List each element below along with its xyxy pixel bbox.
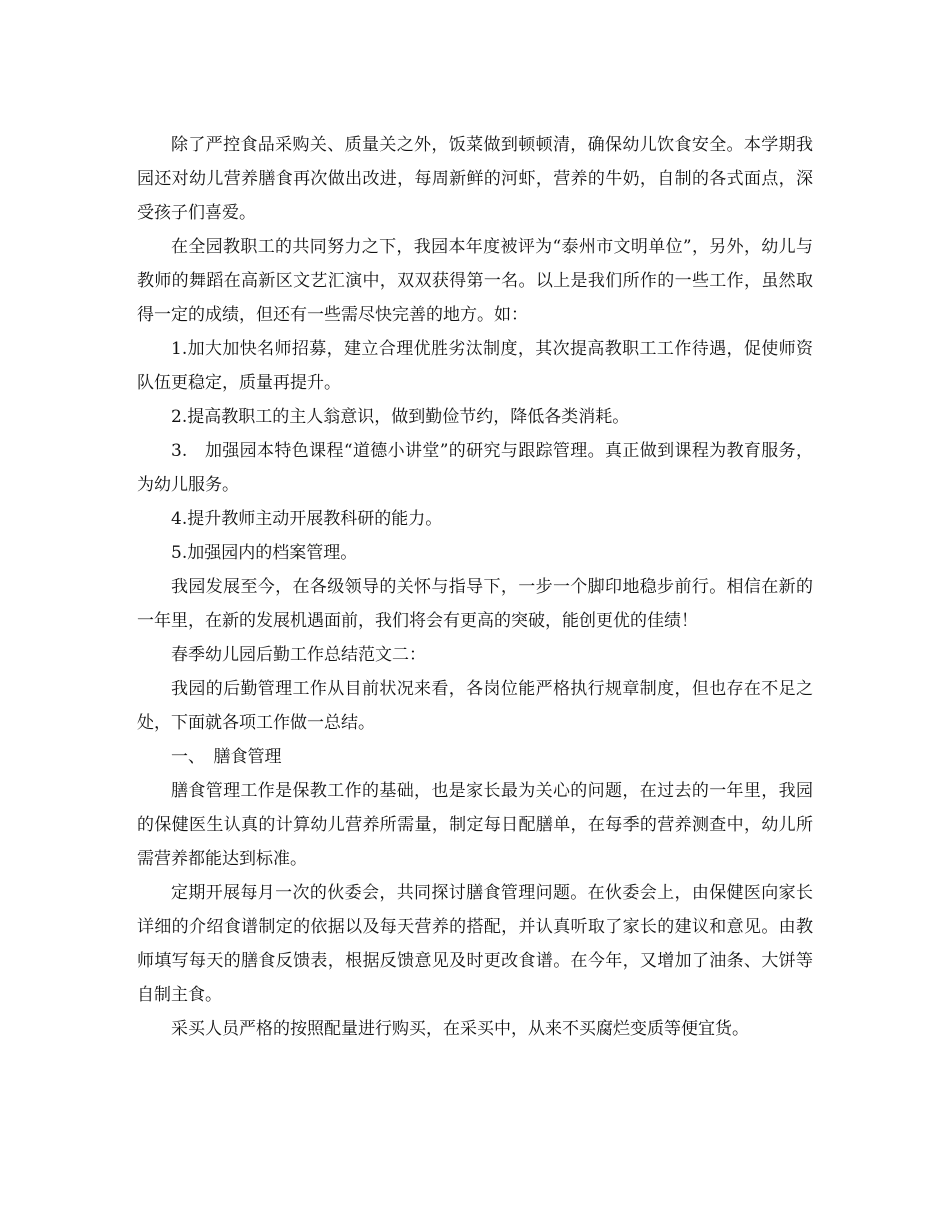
paragraph-meal-committee: 定期开展每月一次的伙委会，共同探讨膳食管理问题。在伙委会上，由保健医向家长详细的介绍食谱制定的依据以及每天营养的搭配，并认真听取了家长的建议和意见。由教师填写每天的膳食反馈表，根据反馈意见及时更改食谱。在今年，又增加了油条、大饼等自制主食。: [137, 883, 813, 1005]
list-item-2: 2.提高教职工的主人翁意识，做到勤俭节约，降低各类消耗。: [171, 407, 630, 427]
list-item-1: 1.加大加快名师招募，建立合理优胜劣汰制度，其次提高教职工工作待遇，促使师资队伍更稳定，质量再提升。: [137, 339, 813, 393]
list-item-4: 4.提升教师主动开展教科研的能力。: [171, 509, 443, 529]
list-item-3: 3. 加强园本特色课程“道德小讲堂”的研究与跟踪管理。真正做到课程为教育服务，为幼儿服务。: [137, 441, 813, 495]
paragraph-achievements: 在全园教职工的共同努力之下，我园本年度被评为“泰州市文明单位”，另外，幼儿与教师的舞蹈在高新区文艺汇演中，双双获得第一名。以上是我们所作的一些工作，虽然取得一定的成绩，但还有一些需尽快完善的地方。如：: [137, 237, 813, 325]
section-title-sample-two: 春季幼儿园后勤工作总结范文二：: [171, 645, 426, 665]
paragraph-meal-basics: 膳食管理工作是保教工作的基础，也是家长最为关心的问题，在过去的一年里，我园的保健医生认真的计算幼儿营养所需量，制定每日配膳单，在每季的营养测查中，幼儿所需营养都能达到标准。: [137, 781, 813, 869]
document-body: [137, 128, 813, 1046]
paragraph-outlook: 我园发展至今，在各级领导的关怀与指导下，一步一个脚印地稳步前行。相信在新的一年里，在新的发展机遇面前，我们将会有更高的突破，能创更优的佳绩！: [137, 577, 813, 631]
paragraph-food-safety: 除了严控食品采购关、质量关之外，饭菜做到顿顿清，确保幼儿饮食安全。本学期我园还对幼儿营养膳食再次做出改进，每周新鲜的河虾，营养的牛奶，自制的各式面点，深受孩子们喜爱。: [137, 135, 813, 223]
section-heading-meal-management: 一、 膳食管理: [171, 747, 282, 767]
list-item-5: 5.加强园内的档案管理。: [171, 543, 358, 563]
paragraph-purchasing: 采买人员严格的按照配量进行购买，在采买中，从来不买腐烂变质等便宜货。: [171, 1019, 749, 1039]
paragraph-logistics-intro: 我园的后勤管理工作从目前状况来看，各岗位能严格执行规章制度，但也存在不足之处，下面就各项工作做一总结。: [137, 679, 813, 733]
